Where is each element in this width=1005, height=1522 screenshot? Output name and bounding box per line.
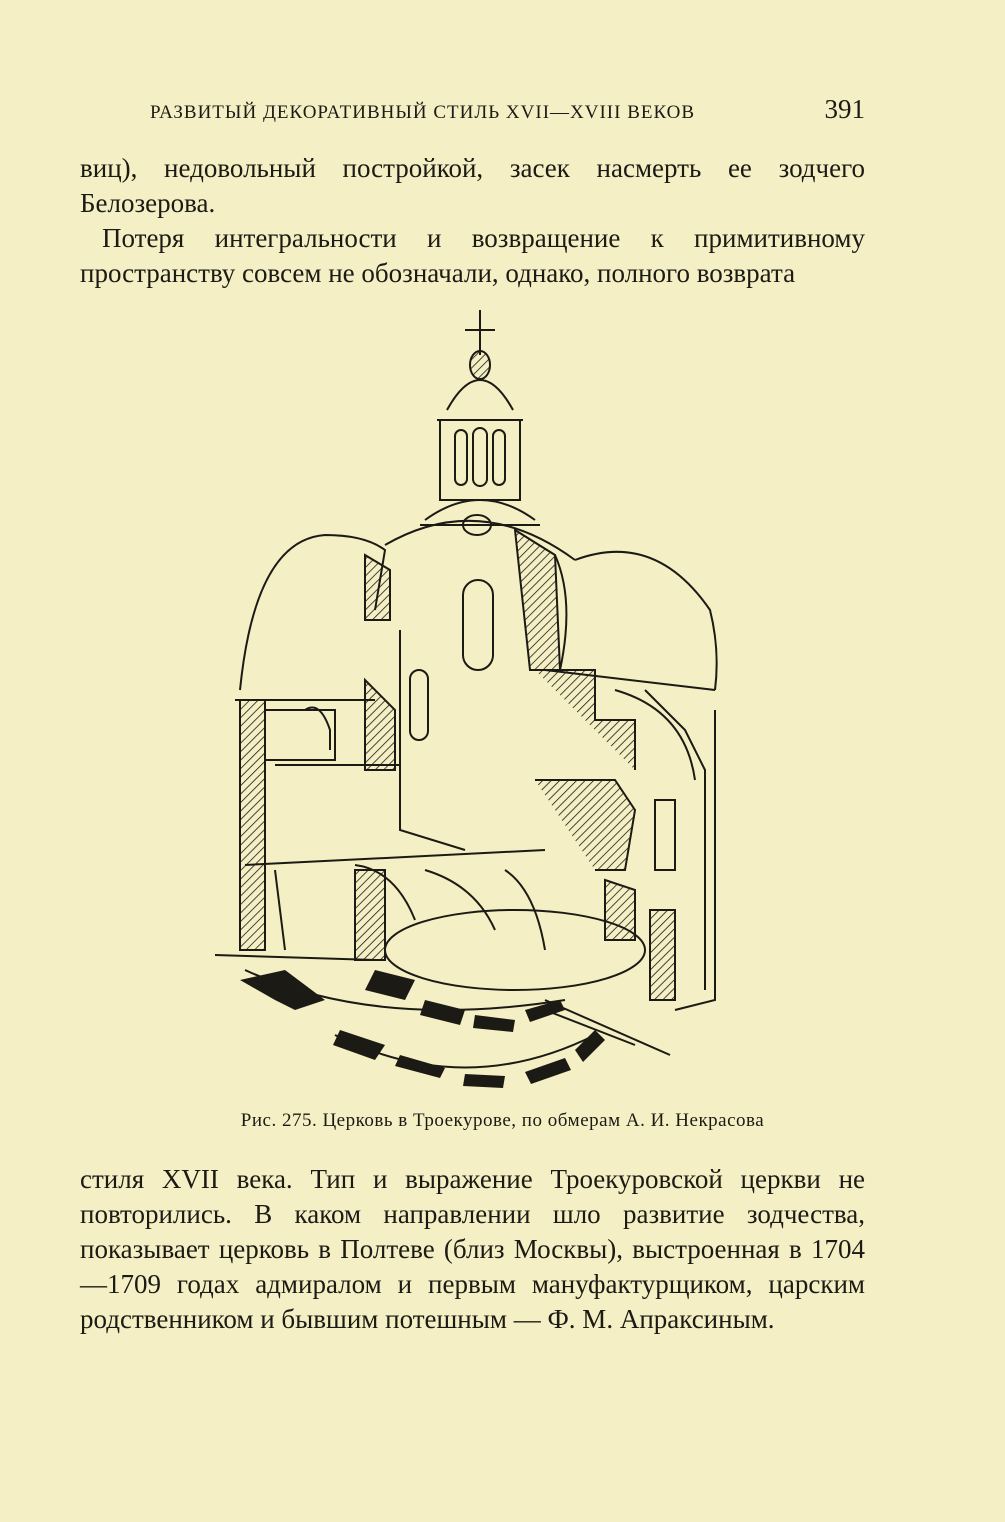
church-section-drawing [215, 310, 735, 1090]
paragraph: виц), недовольный постройкой, засек насмерть ее зодчего Белозерова. [80, 153, 865, 218]
page-number: 391 [824, 94, 865, 124]
figure-caption: Рис. 275. Церковь в Троекурове, по обмерам А. И. Некрасова [240, 1110, 765, 1131]
running-head [150, 94, 865, 125]
drawing-lines [215, 310, 717, 1055]
paragraph: Потеря интегральности и возвращение к примитивному пространству совсем не обозначали, однако, полного возврата [80, 223, 865, 288]
text-block-top [80, 151, 865, 291]
text-block-bottom [80, 1162, 865, 1337]
running-title: РАЗВИТЫЙ ДЕКОРАТИВНЫЙ СТИЛЬ XVII—XVIII ВЕКОВ [150, 102, 696, 123]
paragraph: стиля XVII века. Тип и выражение Троекуровской церкви не повторились. В каком направлении шло развитие зодчества, показывает церковь в Полтеве (близ Москвы), выстроенная в 1704—1709 годах адмиралом и первым мануфактурщиком, царским родственником и бывшим потешным — Ф. М. Апраксиным. [80, 1164, 865, 1334]
